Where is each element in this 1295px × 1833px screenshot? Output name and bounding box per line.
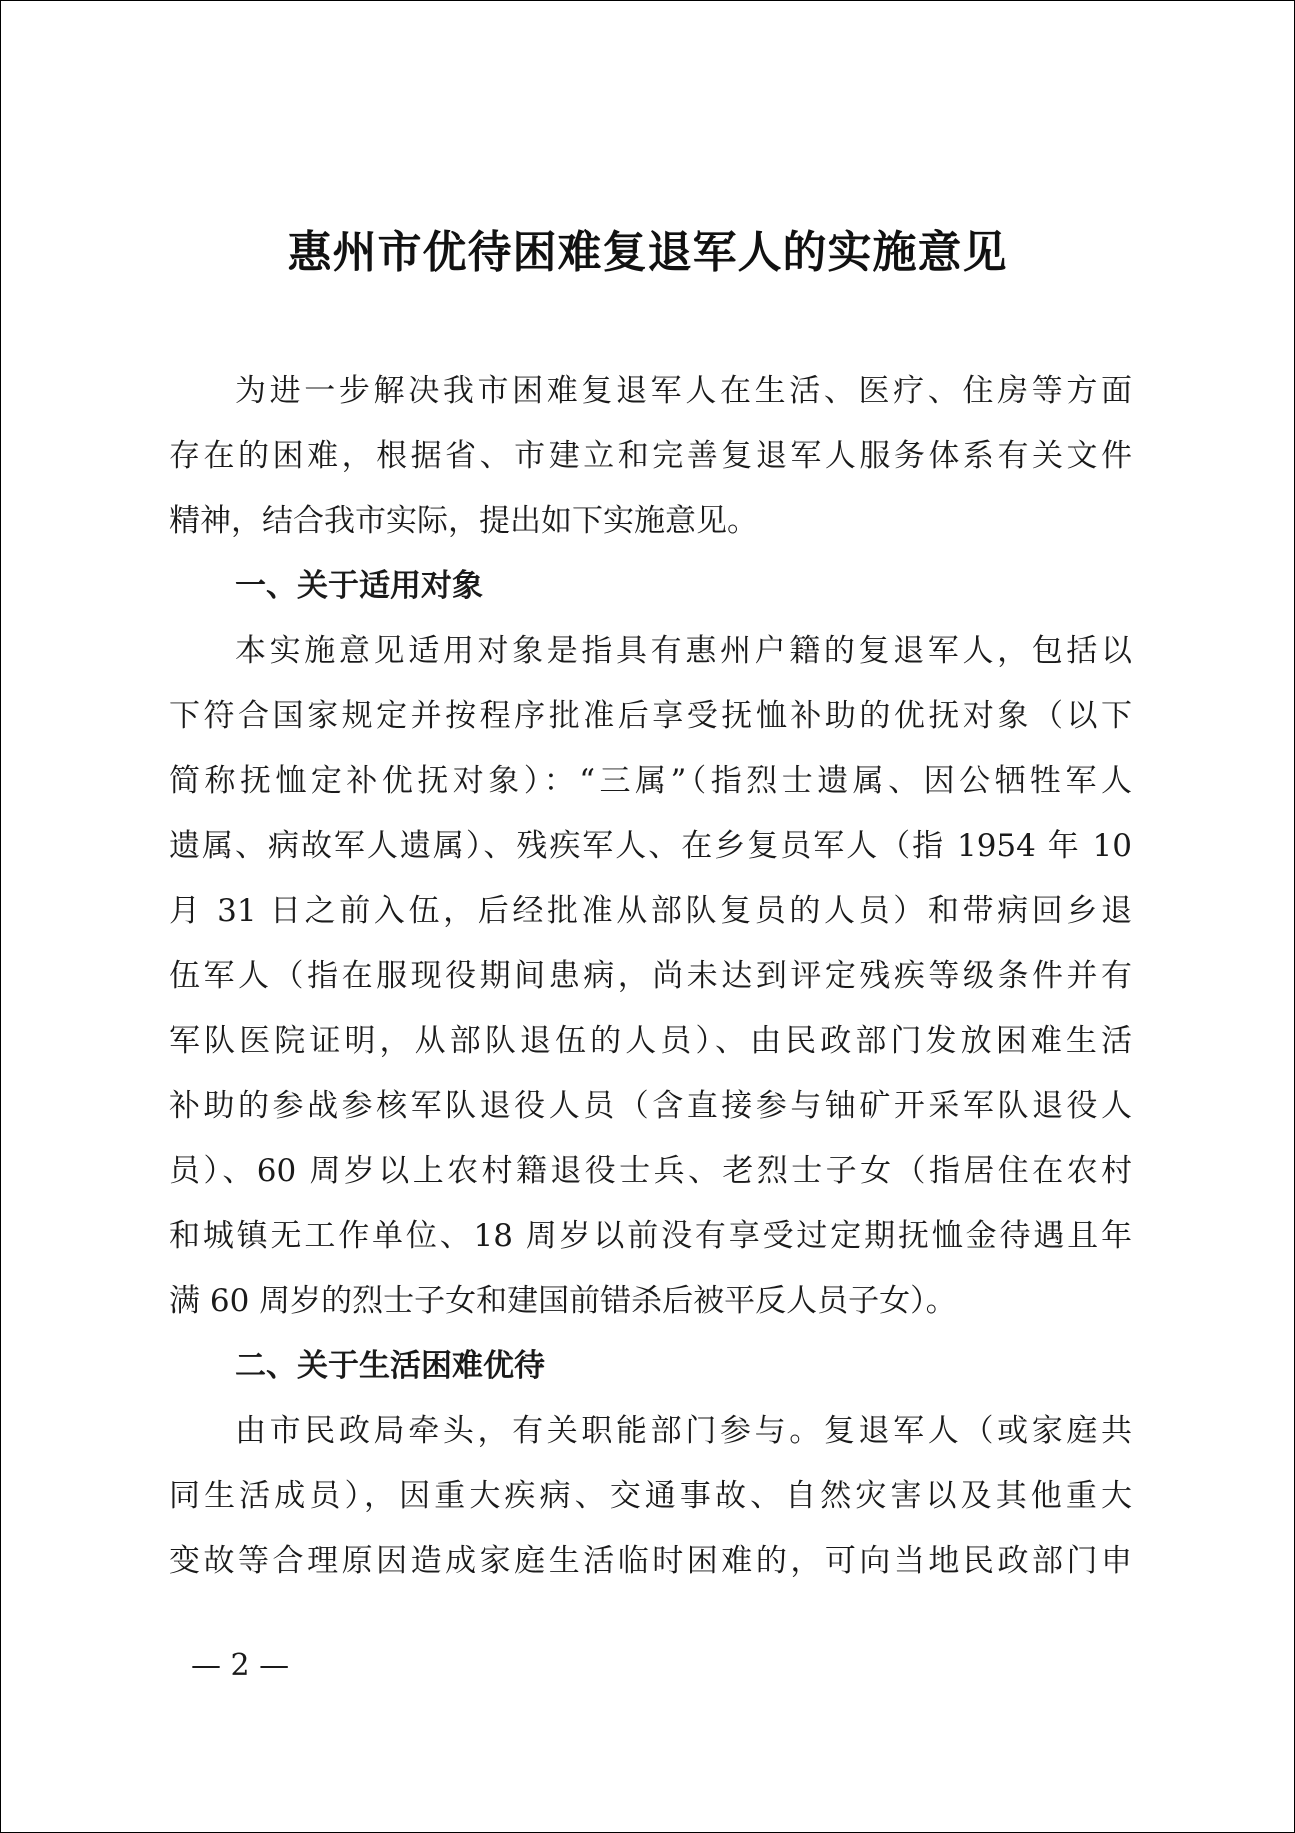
paragraph-line: 存在的困难，根据省、市建立和完善复退军人服务体系有关文件 bbox=[169, 438, 1132, 474]
paragraph-line: 本实施意见适用对象是指具有惠州户籍的复退军人，包括以 bbox=[235, 633, 1132, 669]
section-heading: 二、关于生活困难优待 bbox=[235, 1348, 545, 1384]
paragraph-line: 伍军人（指在服现役期间患病，尚未达到评定残疾等级条件并有 bbox=[169, 958, 1132, 994]
page-number: — 2 — bbox=[191, 1648, 290, 1683]
paragraph-line: 为进一步解决我市困难复退军人在生活、医疗、住房等方面 bbox=[235, 373, 1132, 409]
paragraph-line: 下符合国家规定并按程序批准后享受抚恤补助的优抚对象（以下 bbox=[169, 698, 1132, 734]
paragraph-line: 简称抚恤定补优抚对象）：“三属”（指烈士遗属、因公牺牲军人 bbox=[169, 763, 1132, 799]
paragraph-line: 精神，结合我市实际，提出如下实施意见。 bbox=[169, 503, 758, 539]
paragraph-line: 满 60 周岁的烈士子女和建国前错杀后被平反人员子女）。 bbox=[169, 1283, 957, 1319]
paragraph-line: 员）、60 周岁以上农村籍退役士兵、老烈士子女（指居住在农村 bbox=[169, 1153, 1132, 1189]
paragraph-line: 军队医院证明，从部队退伍的人员）、由民政部门发放困难生活 bbox=[169, 1023, 1132, 1059]
paragraph-line: 和城镇无工作单位、18 周岁以前没有享受过定期抚恤金待遇且年 bbox=[169, 1218, 1132, 1254]
paragraph-line: 补助的参战参核军队退役人员（含直接参与铀矿开采军队退役人 bbox=[169, 1088, 1132, 1124]
paragraph-line: 同生活成员），因重大疾病、交通事故、自然灾害以及其他重大 bbox=[169, 1478, 1132, 1514]
paragraph-line: 变故等合理原因造成家庭生活临时困难的，可向当地民政部门申 bbox=[169, 1543, 1132, 1579]
paragraph-line: 遗属、病故军人遗属）、残疾军人、在乡复员军人（指 1954 年 10 bbox=[169, 828, 1132, 864]
section-heading: 一、关于适用对象 bbox=[235, 568, 483, 604]
paragraph-line: 由市民政局牵头，有关职能部门参与。复退军人（或家庭共 bbox=[235, 1413, 1132, 1449]
document-title: 惠州市优待困难复退军人的实施意见 bbox=[287, 227, 1008, 278]
paragraph-line: 月 31 日之前入伍，后经批准从部队复员的人员）和带病回乡退 bbox=[169, 893, 1132, 929]
document-body bbox=[169, 359, 1132, 1594]
